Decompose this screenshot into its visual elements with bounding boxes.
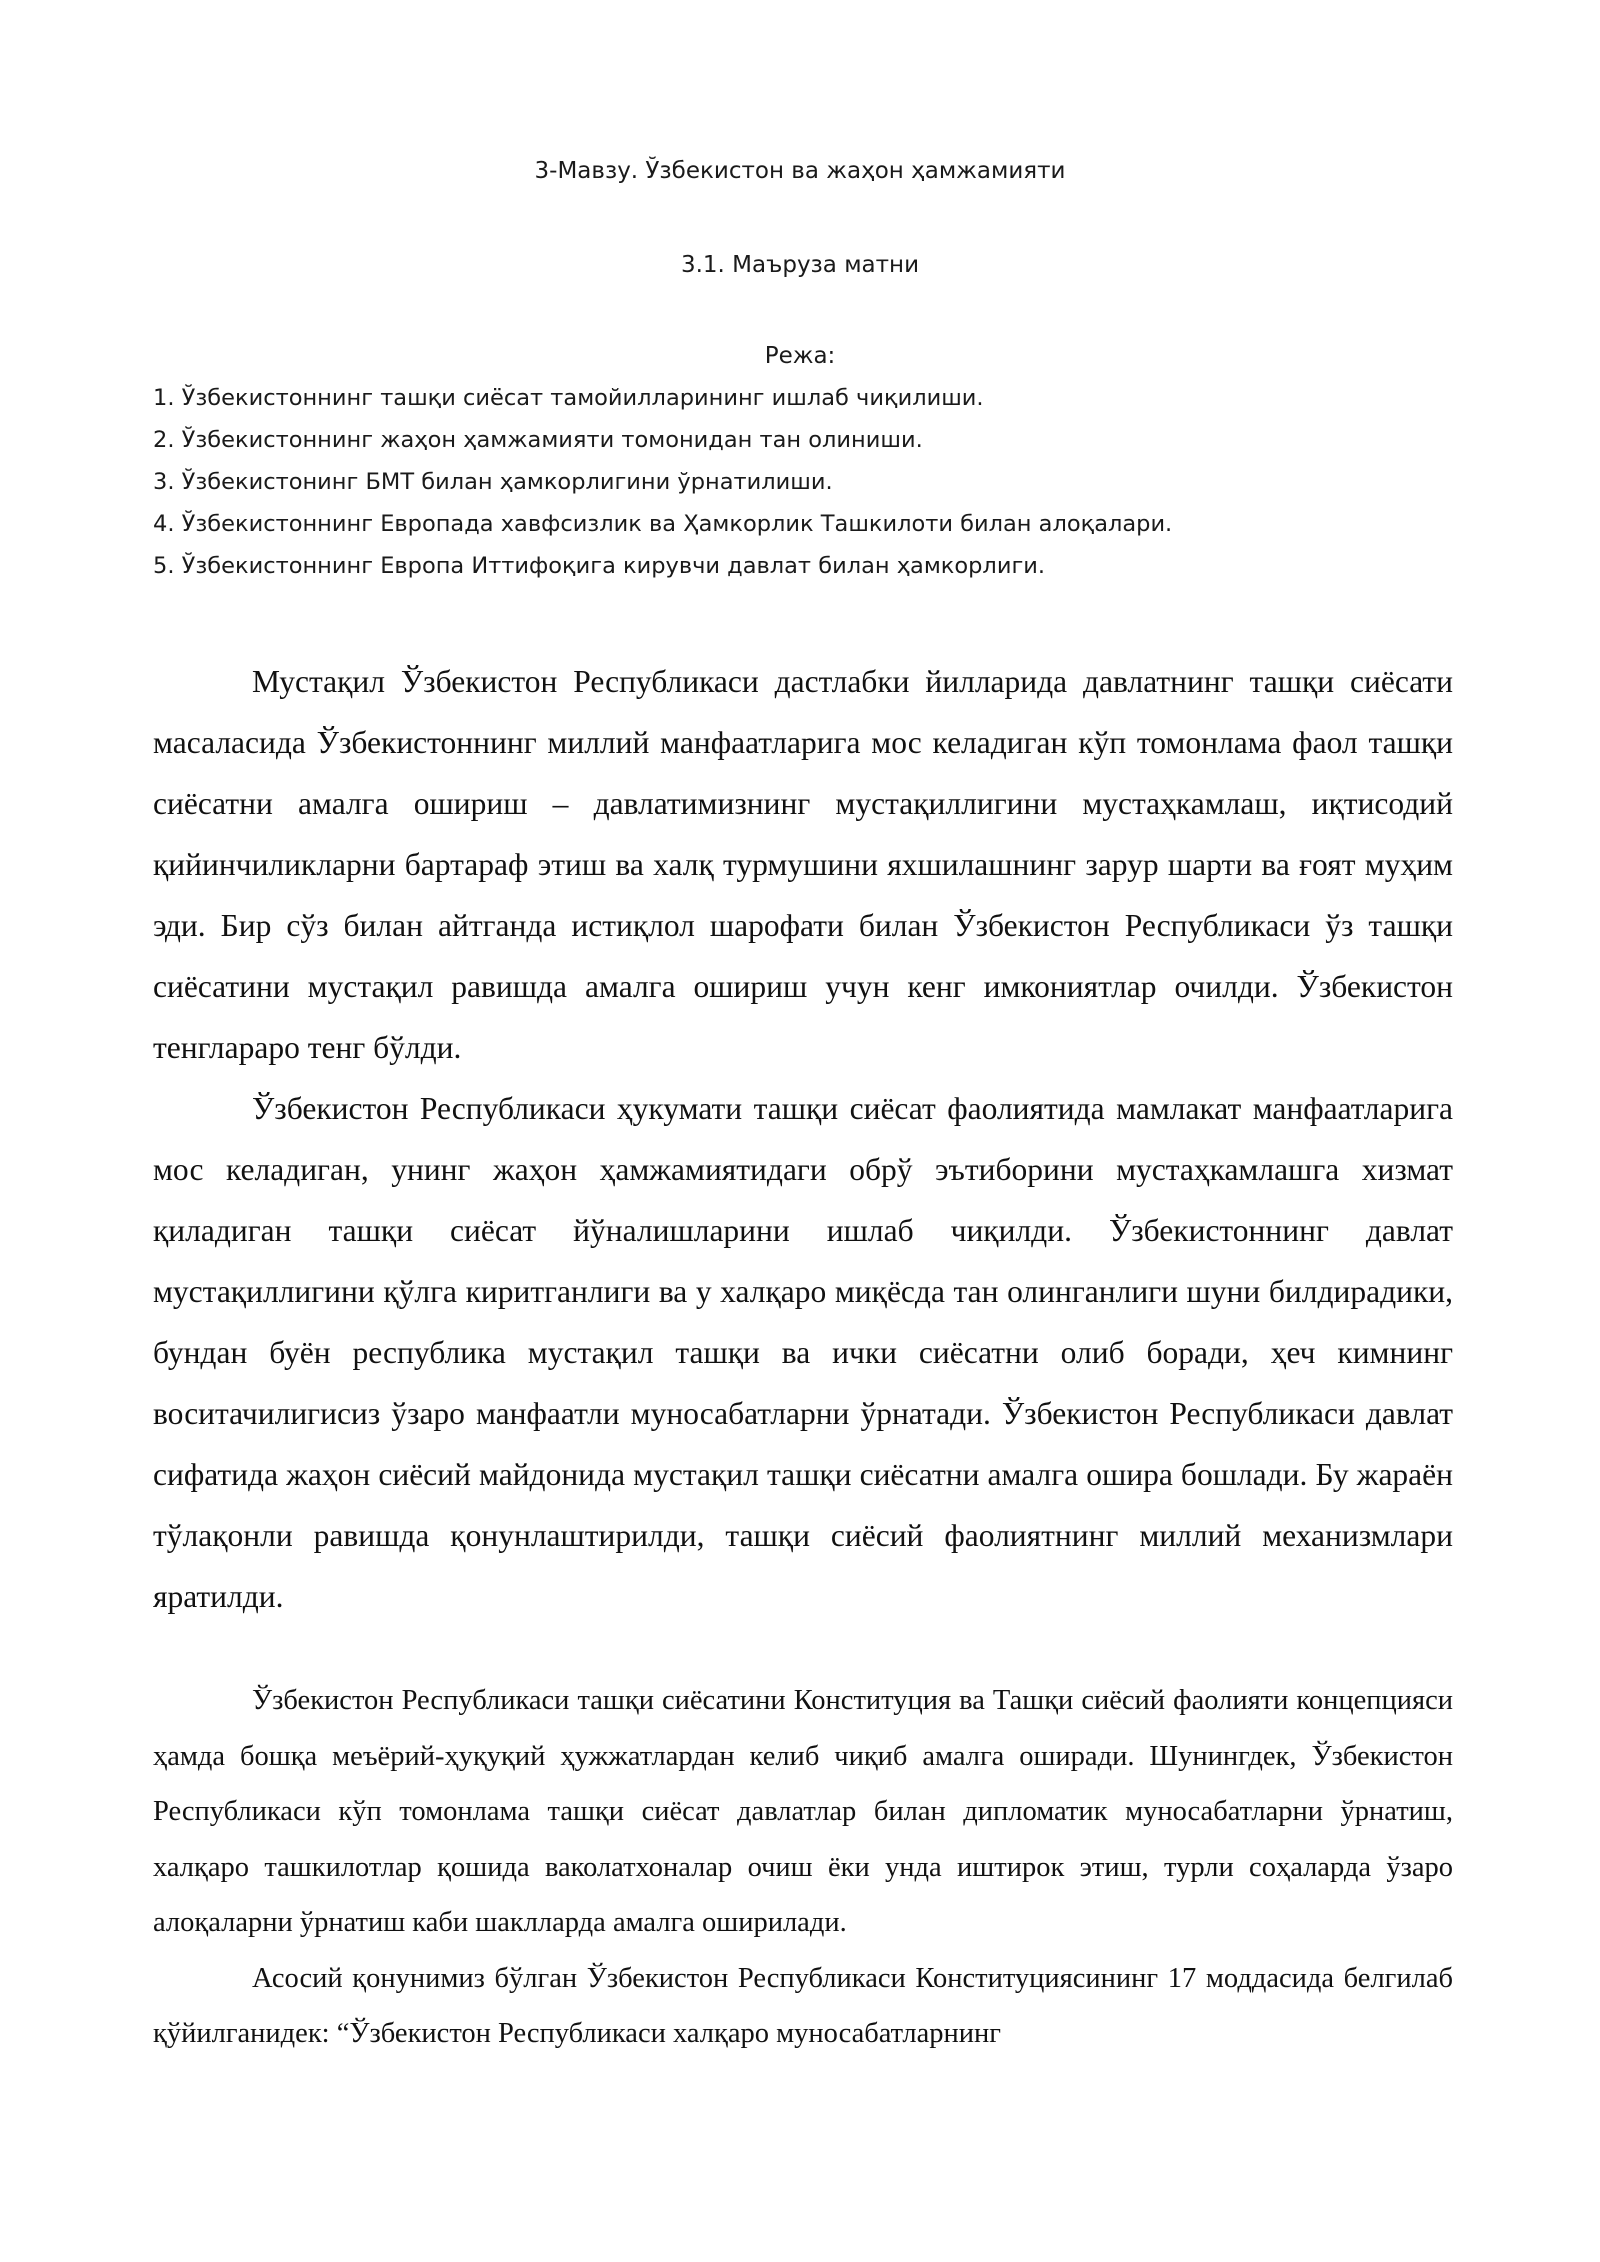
main-text-large [153,651,1453,1627]
plan-item: 5. Ўзбекистоннинг Европа Иттифоқига кирувчи давлат билан ҳамкорлиги. [153,553,1046,579]
paragraph: Асосий қонунимиз бўлган Ўзбекистон Республикаси Конституциясининг 17 моддасида белгилаб қўйилганидек: “Ўзбекистон Республикаси халқаро муносабатларнинг [153,1962,1453,2049]
plan-list [153,382,1453,592]
paragraph: Ўзбекистон Республикаси ташқи сиёсатини Конституция ва Ташқи сиёсий фаолияти концепцияси ҳамда бошқа меъёрий-ҳуқуқий ҳужжатлардан келиб чиқиб амалга оширади. Шунингдек, Ўзбекистон Республикаси кўп томонлама ташқи сиёсат давлатлар билан дипломатик муносабатларни ўрнатиш, халқаро ташкилотлар қошида ваколатхоналар очиш ёки унда иштирок этиш, турли соҳаларда ўзаро алоқаларни ўрнатиш каби шаклларда амалга оширилади. [153,1685,1453,1938]
plan-title: Режа: [764,343,836,369]
main-text-small [153,1673,1453,2062]
plan-item: 1. Ўзбекистоннинг ташқи сиёсат тамойилларининг ишлаб чиқилиши. [153,385,984,411]
plan-item: 2. Ўзбекистоннинг жаҳон ҳамжамияти томонидан тан олиниши. [153,427,923,453]
lecture-title: 3.1. Маъруза матни [680,252,920,278]
paragraph: Ўзбекистон Республикаси ҳукумати ташқи сиёсат фаолиятида мамлакат манфаатларига мос келадиган, унинг жаҳон ҳамжамиятидаги обрў эътиборини мустаҳкамлашга хизмат қиладиган ташқи сиёсат йўналишларини ишлаб чиқилди. Ўзбекистоннинг давлат мустақиллигини қўлга киритганлиги ва у халқаро миқёсда тан олинганлиги шуни билдирадики, бундан буён республика мустақил ташқи ва ички сиёсатни олиб боради, ҳеч кимнинг воситачилигисиз ўзаро манфаатли муносабатларни ўрнатади. Ўзбекистон Республикаси давлат сифатида жаҳон сиёсий майдонида мустақил ташқи сиёсатни амалга ошира бошлади. Бу жараён тўлақонли равишда қонунлаштирилди, ташқи сиёсий фаолиятнинг миллий механизмлари яратилди. [153,1091,1453,1614]
topic-title: 3-Мавзу. Ўзбекистон ва жаҳон ҳамжамияти [534,158,1066,184]
plan-item: 3. Ўзбекистонинг БМТ билан ҳамкорлигини ўрнатилиши. [153,469,833,495]
plan-item: 4. Ўзбекистоннинг Европада хавфсизлик ва Ҳамкорлик Ташкилоти билан алоқалари. [153,511,1173,537]
paragraph: Мустақил Ўзбекистон Республикаси дастлабки йилларида давлатнинг ташқи сиёсати масаласида Ўзбекистоннинг миллий манфаатларига мос келадиган кўп томонлама фаол ташқи сиёсатни амалга ошириш – давлатимизнинг мустақиллигини мустаҳкамлаш, иқтисодий қийинчиликларни бартараф этиш ва халқ турмушини яхшилашнинг зарур шарти ва ғоят муҳим эди. Бир сўз билан айтганда истиқлол шарофати билан Ўзбекистон Республикаси ўз ташқи сиёсатини мустақил равишда амалга ошириш учун кенг имкониятлар очилди. Ўзбекистон тенглараро тенг бўлди. [153,664,1453,1065]
